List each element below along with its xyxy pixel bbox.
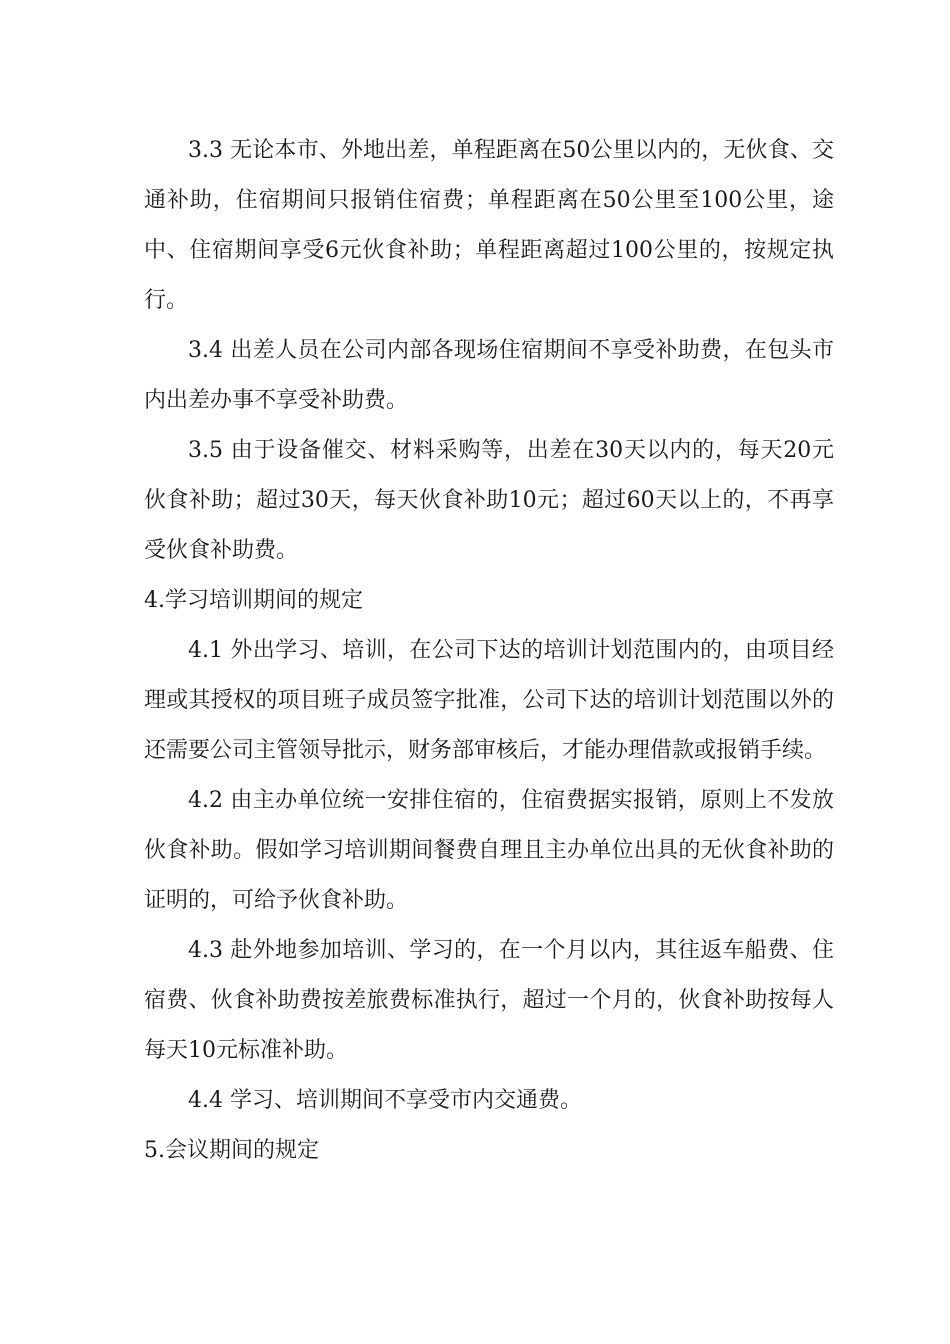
paragraph-4-4: 4.4 学习、培训期间不享受市内交通费。	[188, 1088, 582, 1113]
paragraph-4-1: 4.1 外出学习、培训，在公司下达的培训计划范围内的，由项目经理或其授权的项目班子成员签字批准，公司下达的培训计划范围以外的还需要公司主管领导批示，财务部审核后，才能办理借款或报销手续。	[144, 638, 834, 763]
paragraph-3-3: 3.3 无论本市、外地出差，单程距离在50公里以内的，无伙食、交通补助，住宿期间只报销住宿费；单程距离在50公里至100公里，途中、住宿期间享受6元伙食补助；单程距离超过100公里的，按规定执行。	[144, 138, 834, 313]
section-heading-5: 5.会议期间的规定	[144, 1138, 319, 1163]
section-heading-4: 4.学习培训期间的规定	[144, 588, 363, 613]
document-body	[144, 126, 834, 1176]
paragraph-4-2: 4.2 由主办单位统一安排住宿的，住宿费据实报销，原则上不发放伙食补助。假如学习培训期间餐费自理且主办单位出具的无伙食补助的证明的，可给予伙食补助。	[144, 788, 834, 913]
paragraph-3-5: 3.5 由于设备催交、材料采购等，出差在30天以内的，每天20元伙食补助；超过30天，每天伙食补助10元；超过60天以上的，不再享受伙食补助费。	[144, 438, 834, 563]
paragraph-4-3: 4.3 赴外地参加培训、学习的，在一个月以内，其往返车船费、住宿费、伙食补助费按差旅费标准执行，超过一个月的，伙食补助按每人每天10元标准补助。	[144, 938, 834, 1063]
paragraph-3-4: 3.4 出差人员在公司内部各现场住宿期间不享受补助费，在包头市内出差办事不享受补助费。	[144, 338, 834, 413]
